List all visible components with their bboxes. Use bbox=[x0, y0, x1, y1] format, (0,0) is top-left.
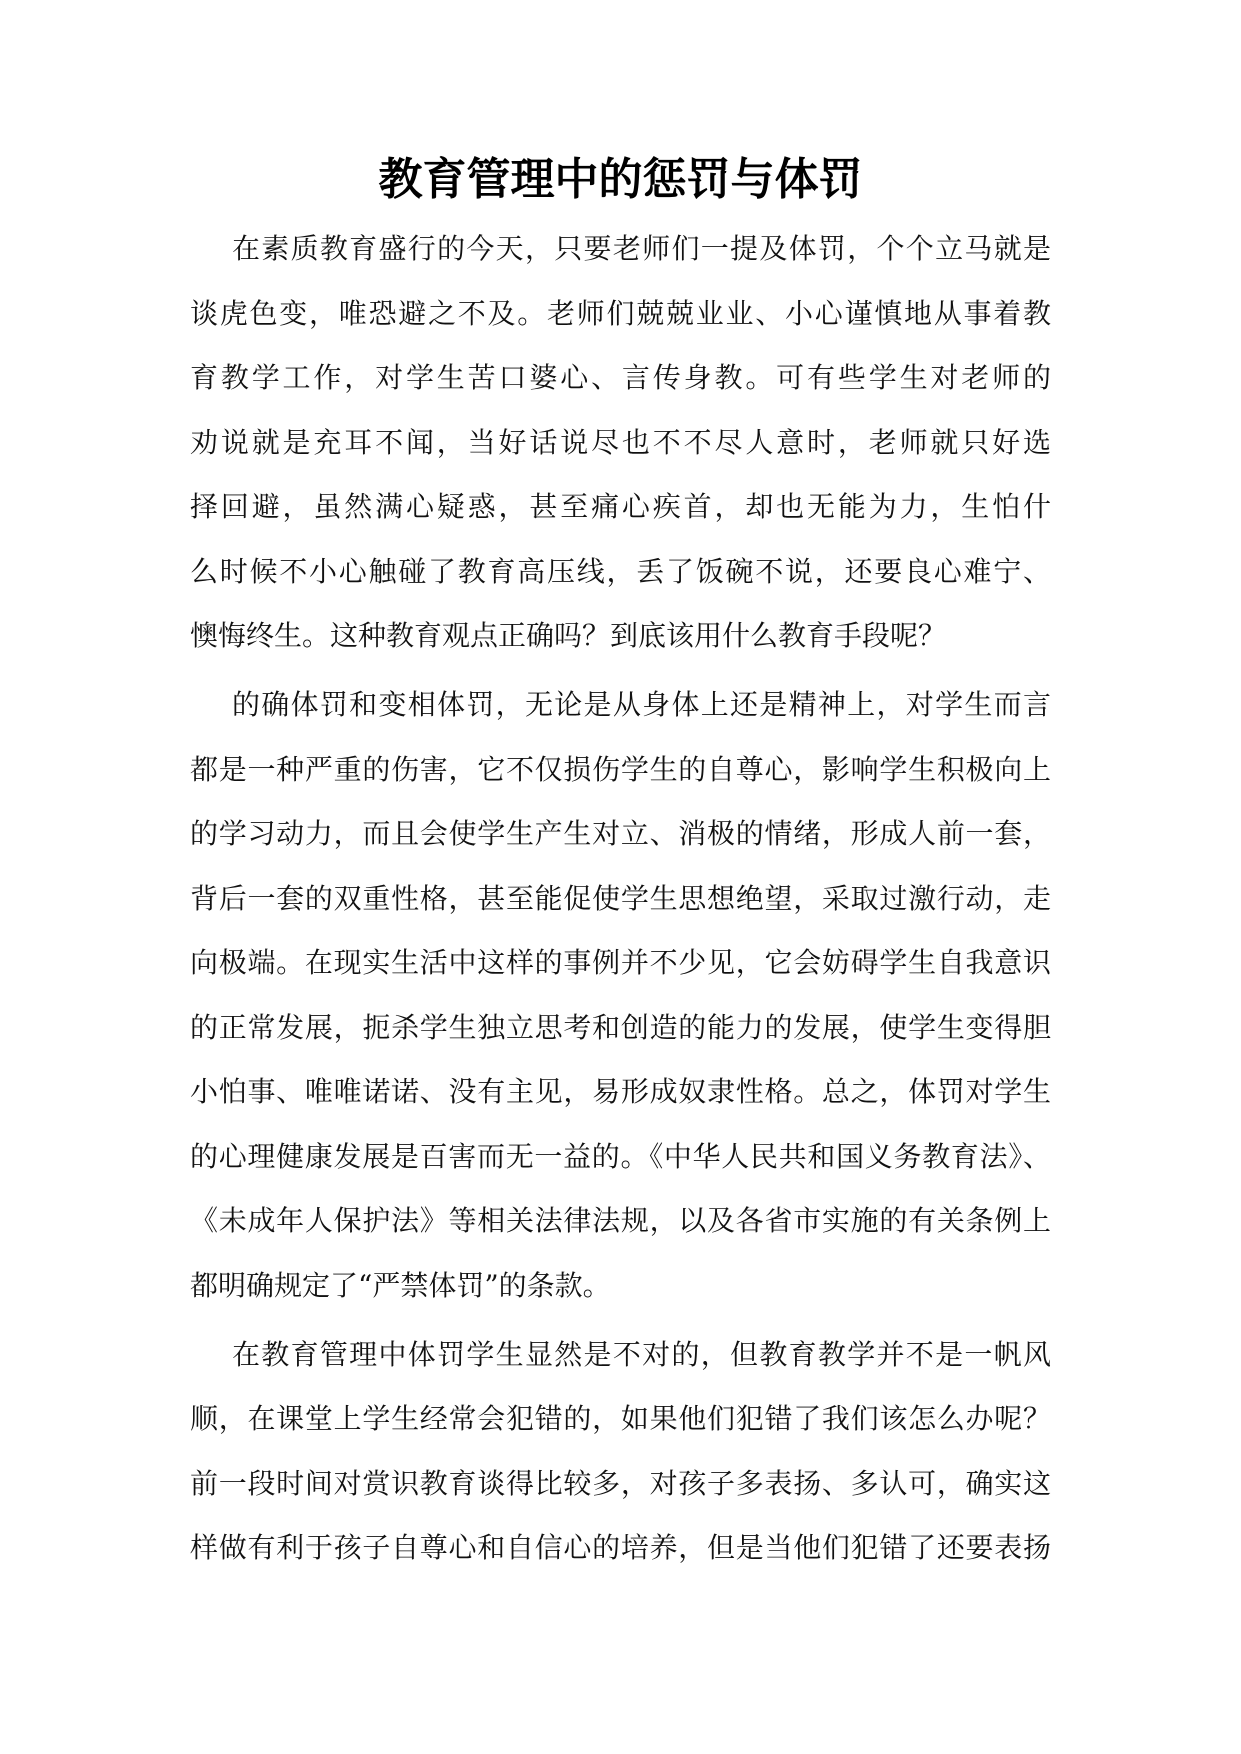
text-line: 都明确规定了“严禁体罚”的条款。 bbox=[190, 1268, 611, 1302]
text-line: 顺，在课堂上学生经常会犯错的，如果他们犯错了我们该怎么办呢？ bbox=[190, 1402, 1051, 1435]
text-line: 劝说就是充耳不闻，当好话说尽也不不尽人意时，老师就只好选 bbox=[190, 425, 1051, 459]
text-line: 背后一套的双重性格，甚至能促使学生思想绝望，采取过激行动，走 bbox=[190, 881, 1051, 915]
text-line: 懊悔终生。这种教育观点正确吗？到底该用什么教育手段呢？ bbox=[190, 619, 947, 652]
text-line: 小怕事、唯唯诺诺、没有主见，易形成奴隶性格。总之，体罚对学生 bbox=[190, 1075, 1051, 1108]
document-title: 教育管理中的惩罚与体罚 bbox=[378, 154, 863, 205]
paragraph-1 bbox=[190, 217, 1051, 669]
text-line: 谈虎色变，唯恐避之不及。老师们兢兢业业、小心谨慎地从事着教 bbox=[190, 296, 1051, 330]
text-line: 的学习动力，而且会使学生产生对立、消极的情绪，形成人前一套， bbox=[190, 817, 1051, 850]
text-line: 的正常发展，扼杀学生独立思考和创造的能力的发展，使学生变得胆 bbox=[190, 1010, 1051, 1044]
text-line: 样做有利于孩子自尊心和自信心的培养，但是当他们犯错了还要表扬 bbox=[190, 1531, 1051, 1564]
text-line: 前一段时间对赏识教育谈得比较多，对孩子多表扬、多认可，确实这 bbox=[190, 1466, 1051, 1500]
text-line: 的确体罚和变相体罚，无论是从身体上还是精神上，对学生而言 bbox=[232, 688, 1051, 721]
text-line: 都是一种严重的伤害，它不仅损伤学生的自尊心，影响学生积极向上 bbox=[190, 752, 1051, 786]
text-line: 向极端。在现实生活中这样的事例并不少见，它会妨碍学生自我意识 bbox=[190, 946, 1051, 979]
text-line: 择回避，虽然满心疑惑，甚至痛心疾首，却也无能为力，生怕什 bbox=[190, 490, 1051, 523]
text-line: 么时候不小心触碰了教育高压线，丢了饭碗不说，还要良心难宁、 bbox=[190, 554, 1051, 588]
paragraph-2 bbox=[190, 673, 1051, 1318]
text-line: 在教育管理中体罚学生显然是不对的，但教育教学并不是一帆风 bbox=[232, 1337, 1051, 1371]
paragraph-3 bbox=[190, 1323, 1051, 1581]
text-line: 《未成年人保护法》等相关法律法规，以及各省市实施的有关条例上 bbox=[190, 1204, 1051, 1237]
text-line: 的心理健康发展是百害而无一益的。《中华人民共和国义务教育法》、 bbox=[190, 1139, 1051, 1173]
text-line: 育教学工作，对学生苦口婆心、言传身教。可有些学生对老师的 bbox=[190, 361, 1051, 394]
text-line: 在素质教育盛行的今天，只要老师们一提及体罚，个个立马就是 bbox=[232, 232, 1051, 265]
document-body bbox=[190, 217, 1051, 1585]
